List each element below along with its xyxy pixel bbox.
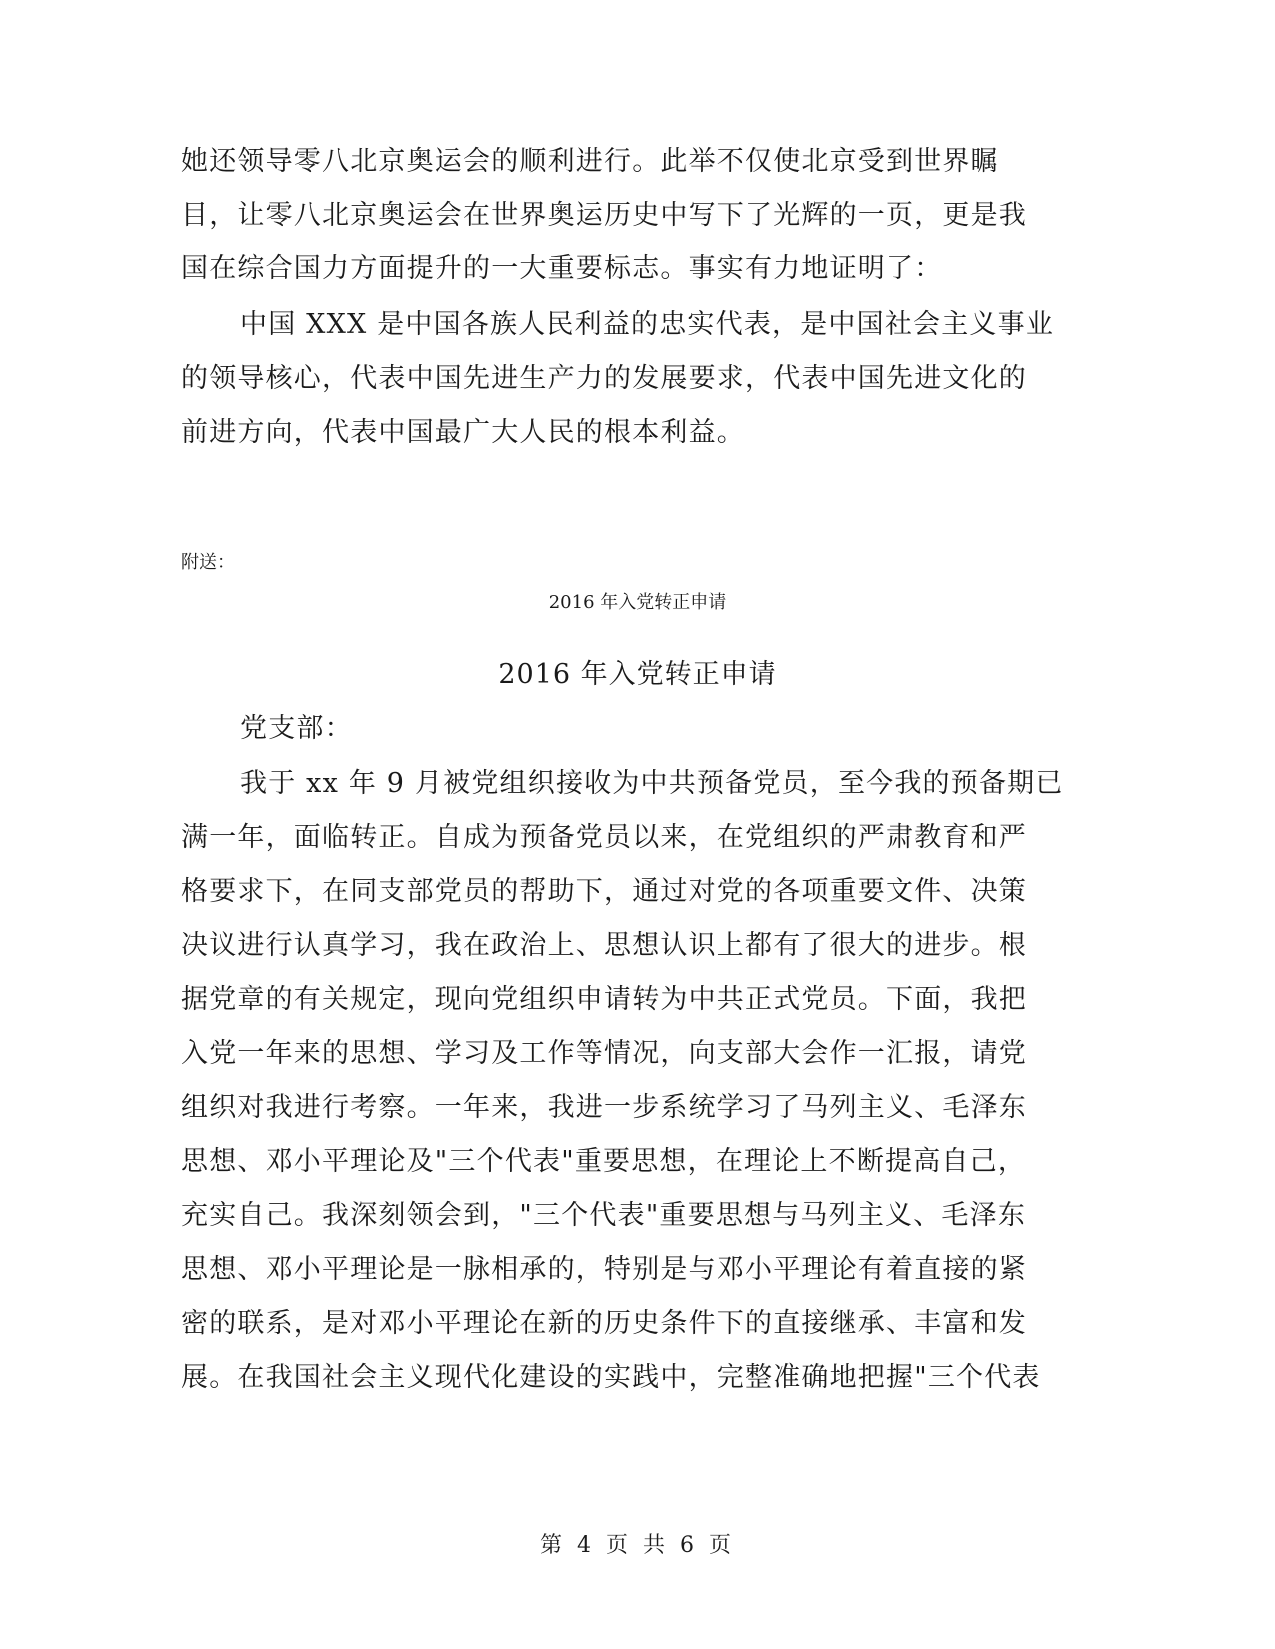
document-title: 2016 年入党转正申请: [498, 659, 777, 690]
paragraph-line: 的领导核心，代表中国先进生产力的发展要求，代表中国先进文化的: [181, 363, 1027, 394]
attachment-label: 附送：: [181, 552, 235, 573]
paragraph-line: 展。在我国社会主义现代化建设的实践中，完整准确地把握"三个代表: [181, 1362, 1041, 1393]
paragraph-line: 国在综合国力方面提升的一大重要标志。事实有力地证明了：: [181, 253, 943, 284]
paragraph-line: 充实自己。我深刻领会到，"三个代表"重要思想与马列主义、毛泽东: [181, 1200, 1027, 1231]
salutation: 党支部：: [240, 713, 353, 744]
paragraph-line: 据党章的有关规定，现向党组织申请转为中共正式党员。下面，我把: [181, 984, 1027, 1015]
paragraph-line: 她还领导零八北京奥运会的顺利进行。此举不仅使北京受到世界瞩: [181, 146, 999, 177]
paragraph-line: 我于 xx 年 9 月被党组织接收为中共预备党员，至今我的预备期已: [240, 768, 1064, 799]
paragraph-line: 中国 XXX 是中国各族人民利益的忠实代表，是中国社会主义事业: [240, 309, 1055, 340]
paragraph-line: 决议进行认真学习，我在政治上、思想认识上都有了很大的进步。根: [181, 930, 1027, 961]
paragraph-line: 格要求下，在同支部党员的帮助下，通过对党的各项重要文件、决策: [181, 876, 1027, 907]
paragraph-line: 前进方向，代表中国最广大人民的根本利益。: [181, 417, 745, 448]
paragraph-line: 入党一年来的思想、学习及工作等情况，向支部大会作一汇报，请党: [181, 1038, 1027, 1069]
paragraph-line: 组织对我进行考察。一年来，我进一步系统学习了马列主义、毛泽东: [181, 1092, 1027, 1123]
paragraph-line: 密的联系，是对邓小平理论在新的历史条件下的直接继承、丰富和发: [181, 1308, 1027, 1339]
paragraph-line: 目，让零八北京奥运会在世界奥运历史中写下了光辉的一页，更是我: [181, 200, 1027, 231]
paragraph-line: 满一年，面临转正。自成为预备党员以来，在党组织的严肃教育和严: [181, 822, 1027, 853]
attachment-title: 2016 年入党转正申请: [548, 592, 727, 613]
paragraph-line: 思想、邓小平理论及"三个代表"重要思想，在理论上不断提高自己，: [181, 1146, 1027, 1177]
page-indicator: 第 4 页 共 6 页: [540, 1533, 735, 1558]
paragraph-line: 思想、邓小平理论是一脉相承的，特别是与邓小平理论有着直接的紧: [181, 1254, 1027, 1285]
